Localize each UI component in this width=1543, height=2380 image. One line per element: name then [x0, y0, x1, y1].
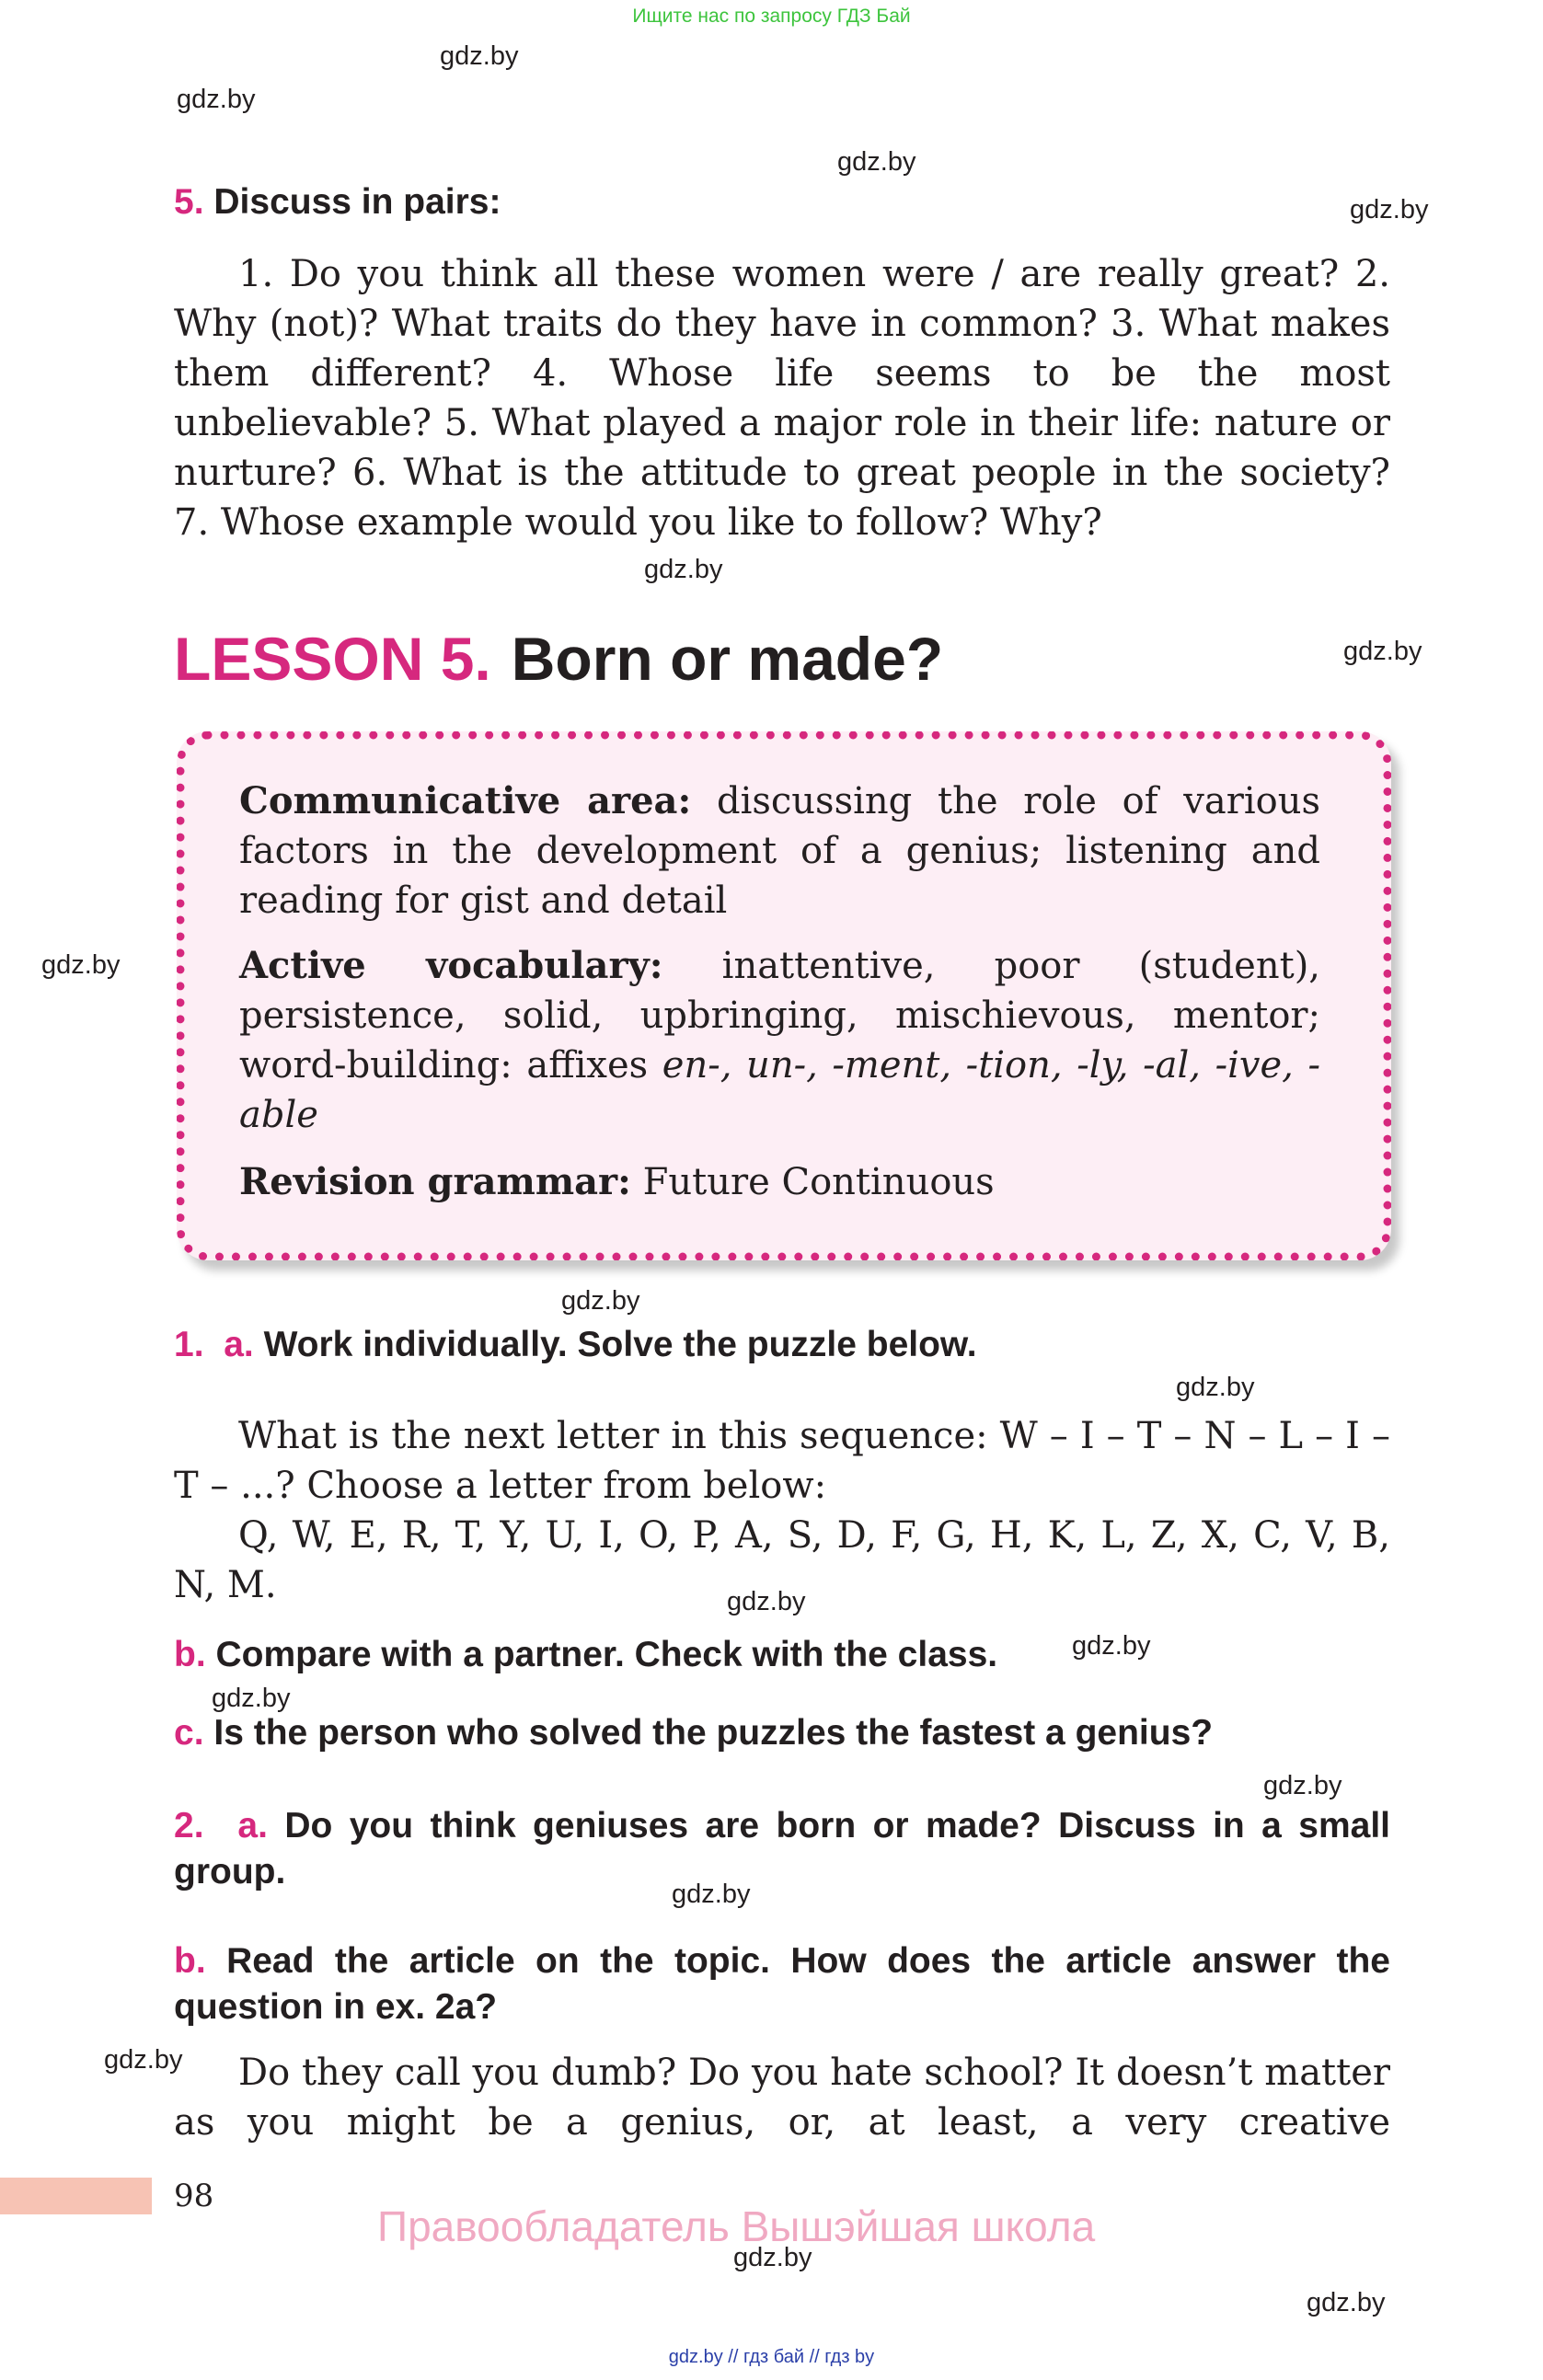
watermark: gdz.by [727, 1587, 806, 1616]
watermark: gdz.by [177, 85, 256, 114]
article-text: Do they call you dumb? Do you hate school? It doesn’t matter as you might be a genius, or, at least, a very creative [174, 2052, 1390, 2144]
revision-grammar [239, 1157, 1320, 1207]
puzzle-text: What is the next letter in this sequence: W – I – T – N – L – I – T – ...? Choose a letter from below: [174, 1415, 1390, 1507]
active-vocabulary-label: Active vocabulary: [239, 944, 663, 987]
exercise-instruction: Do you think geniuses are born or made? Discuss in a small group. [174, 1806, 1390, 1891]
active-vocabulary [239, 941, 1320, 1140]
lesson-title [174, 624, 943, 694]
exercise-2a-heading [174, 1803, 1390, 1895]
watermark: gdz.by [1176, 1373, 1255, 1402]
exercise-letter: b. [174, 1635, 206, 1674]
exercise-instruction: Work individually. Solve the puzzle below. [263, 1325, 977, 1364]
exercise-instruction: Discuss in pairs: [213, 182, 501, 222]
revision-grammar-text: Future Continuous [642, 1161, 995, 1203]
communicative-area [239, 776, 1320, 926]
exercise-instruction: Is the person who solved the puzzles the fastest a genius? [213, 1713, 1214, 1753]
revision-grammar-label: Revision grammar: [239, 1160, 631, 1203]
watermark: gdz.by [672, 1880, 751, 1909]
bottom-links[interactable]: gdz.by // гдз бай // гдз by [668, 2347, 875, 2367]
exercise-letter: a. [224, 1325, 254, 1364]
lesson-name: Born or made? [511, 625, 944, 693]
watermark: gdz.by [212, 1684, 291, 1713]
top-note: Ищите нас по запросу ГДЗ Бай [632, 6, 911, 27]
exercise-1b-heading [174, 1635, 997, 1675]
watermark: gdz.by [1343, 637, 1422, 666]
copyright-holder: Правообладатель Вышэйшая школа [377, 2202, 1096, 2250]
exercise-letter: b. [174, 1941, 206, 1981]
page-number: 98 [174, 2178, 214, 2214]
exercise-5-heading [174, 182, 501, 223]
watermark: gdz.by [1350, 195, 1429, 224]
exercise-5-text: 1. Do you think all these women were / are really great? 2. Why (not)? What traits do they have in common? 3. What makes them different? 4. Whose life seems to be the most unbelievable? 5. What played a major role in their life: nature or nurture? 6. What is the attitude to great people in the society? 7. Whose example would you like to follow? Why? [174, 253, 1390, 544]
watermark: gdz.by [104, 2045, 183, 2075]
exercise-letter: a. [237, 1806, 268, 1845]
watermark: gdz.by [561, 1286, 640, 1316]
exercise-instruction: Read the article on the topic. How does the article answer the question in ex. 2a? [174, 1941, 1390, 2027]
watermark: gdz.by [644, 555, 723, 584]
watermark: gdz.by [733, 2243, 812, 2272]
watermark: gdz.by [1263, 1771, 1342, 1800]
affixes-list: en-, un-, -ment, -tion, -ly, -al, -ive, -able [239, 1044, 1321, 1136]
exercise-instruction: Compare with a partner. Check with the class. [215, 1635, 998, 1674]
exercise-1a-heading [174, 1325, 977, 1365]
active-vocabulary-text: inattentive, poor (student), persistence, solid, upbringing, mischievous, mentor; word-building: affixes [239, 945, 1321, 1087]
exercise-number: 2. [174, 1806, 204, 1845]
exercise-number: 5. [174, 182, 204, 222]
watermark: gdz.by [1307, 2288, 1386, 2317]
communicative-area-text: discussing the role of various factors in the development of a genius; listening and reading for gist and detail [239, 780, 1320, 922]
exercise-number: 1. [174, 1325, 204, 1364]
puzzle-letters: Q, W, E, R, T, Y, U, I, O, P, A, S, D, F, G, H, K, L, Z, X, C, V, B, N, M. [174, 1514, 1390, 1606]
exercise-letter: c. [174, 1713, 204, 1753]
exercise-1c-heading [174, 1713, 1213, 1753]
exercise-2b-heading [174, 1938, 1390, 2030]
watermark: gdz.by [41, 950, 121, 980]
lesson-label: LESSON 5. [174, 625, 491, 693]
footer-strip [0, 2178, 152, 2214]
watermark: gdz.by [1072, 1631, 1151, 1661]
watermark: gdz.by [837, 147, 916, 177]
communicative-area-label: Communicative area: [239, 779, 692, 822]
watermark: gdz.by [440, 41, 519, 71]
